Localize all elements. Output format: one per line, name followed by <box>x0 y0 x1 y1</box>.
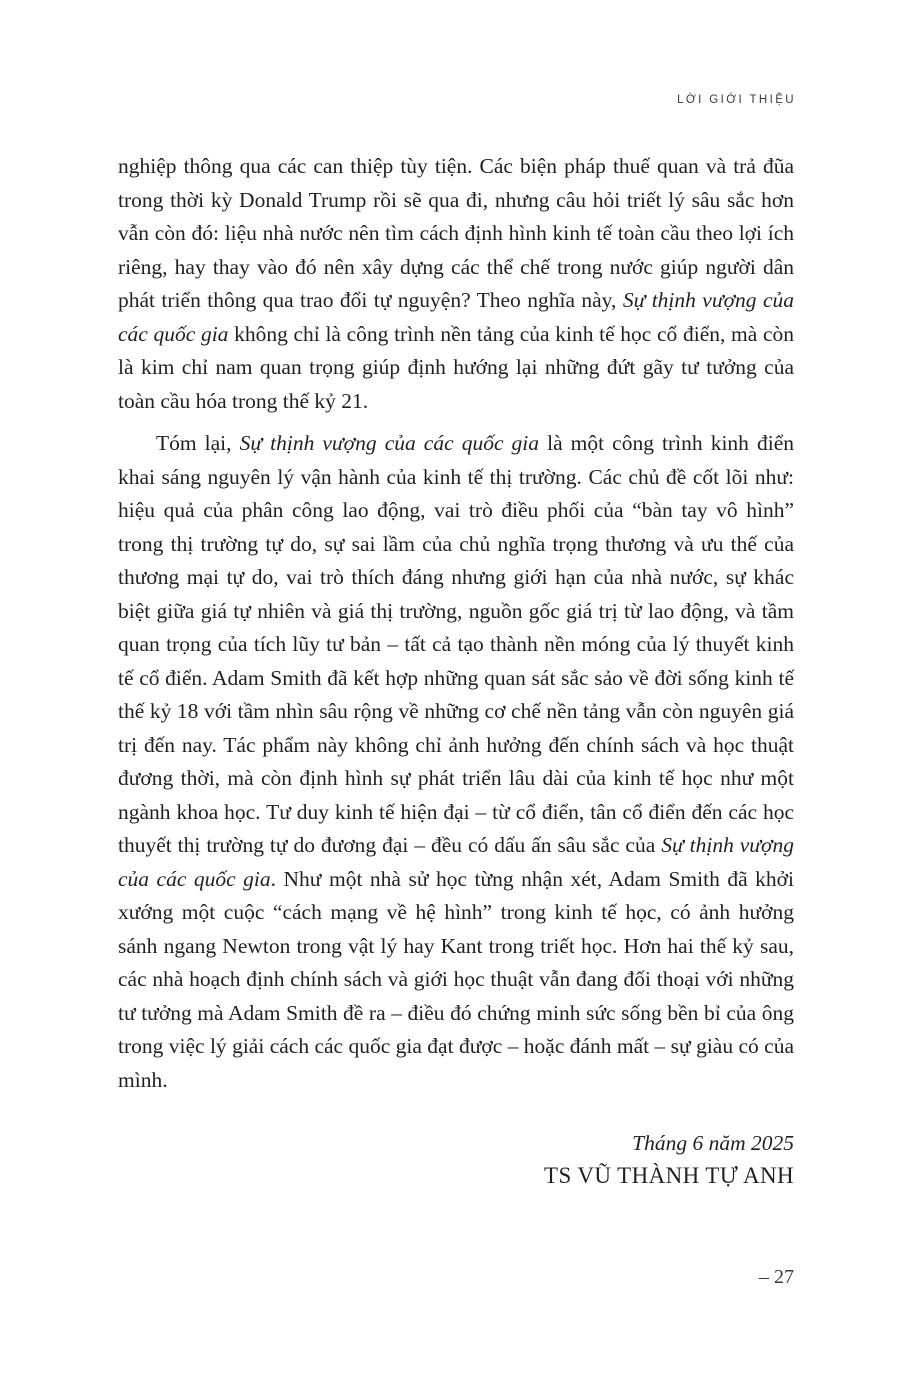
book-title-italic: Sự thịnh vượng của các quốc gia <box>118 288 794 346</box>
paragraph-2-text-a: Tóm lại, <box>156 431 240 455</box>
paragraph-1 <box>118 150 794 418</box>
page-number: – 27 <box>759 1266 794 1288</box>
signature-author: TS VŨ THÀNH TỰ ANH <box>544 1163 794 1188</box>
paragraph-2-text-e: . Như một nhà sử học từng nhận xét, Adam Smith đã khởi xướng một cuộc “cách mạng về hệ hình” trong kinh tế học, có ảnh hưởng sánh ngang Newton trong vật lý hay Kant trong triết học. Hơn hai thế kỷ sau, các nhà hoạch định chính sách và giới học thuật vẫn đang đối thoại với những tư tưởng mà Adam Smith đề ra – điều đó chứng minh sức sống bền bỉ của ông trong việc lý giải cách các quốc gia đạt được – hoặc đánh mất – sự giàu có của mình. <box>118 866 794 1092</box>
paragraph-1-text-a: nghiệp thông qua các can thiệp tùy tiện. Các biện pháp thuế quan và trả đũa trong thời kỳ Donald Trump rồi sẽ qua đi, nhưng câu hỏi triết lý sâu sắc hơn vẫn còn đó: liệu nhà nước nên tìm cách định hình kinh tế toàn cầu theo lợi ích riêng, hay thay vào đó nên xây dựng các thể chế trong nước giúp người dân phát triển thông qua trao đổi tự nguyện? Theo nghĩa này, <box>118 154 794 312</box>
paragraph-1-text-c: không chỉ là công trình nền tảng của kinh tế học cổ điển, mà còn là kim chỉ nam quan trọng giúp định hướng lại những đứt gãy tư tưởng của toàn cầu hóa trong thế kỷ 21. <box>118 321 794 413</box>
signature-block <box>544 1127 794 1193</box>
book-title-italic: Sự thịnh vượng của các quốc gia <box>239 431 540 455</box>
signature-date: Tháng 6 năm 2025 <box>632 1131 794 1155</box>
body-text <box>118 150 794 1097</box>
paragraph-2-text-c: là một công trình kinh điển khai sáng nguyên lý vận hành của kinh tế thị trường. Các chủ đề cốt lõi như: hiệu quả của phân công lao động, vai trò điều phối của “bàn tay vô hình” trong thị trường tự do, sự sai lầm của chủ nghĩa trọng thương và ưu thế của thương mại tự do, vai trò thích đáng nhưng giới hạn của nhà nước, sự khác biệt giữa giá tự nhiên và giá thị trường, nguồn gốc giá trị từ lao động, và tầm quan trọng của tích lũy tư bản – tất cả tạo thành nền móng của lý thuyết kinh tế cổ điển. Adam Smith đã kết hợp những quan sát sắc sảo về đời sống kinh tế thế kỷ 18 với tầm nhìn sâu rộng về những cơ chế nền tảng vẫn còn nguyên giá trị đến nay. Tác phẩm này không chỉ ảnh hưởng đến chính sách và học thuật đương thời, mà còn định hình sự phát triển lâu dài của kinh tế học như một ngành khoa học. Tư duy kinh tế hiện đại – từ cổ điển, tân cổ điển đến các học thuyết thị trường tự do đương đại – đều có dấu ấn sâu sắc của <box>118 431 794 857</box>
book-title-italic: Sự thịnh vượng của các quốc gia <box>118 833 794 891</box>
running-header: LỜI GIỚI THIỆU <box>677 94 796 106</box>
paragraph-2 <box>118 427 794 1097</box>
